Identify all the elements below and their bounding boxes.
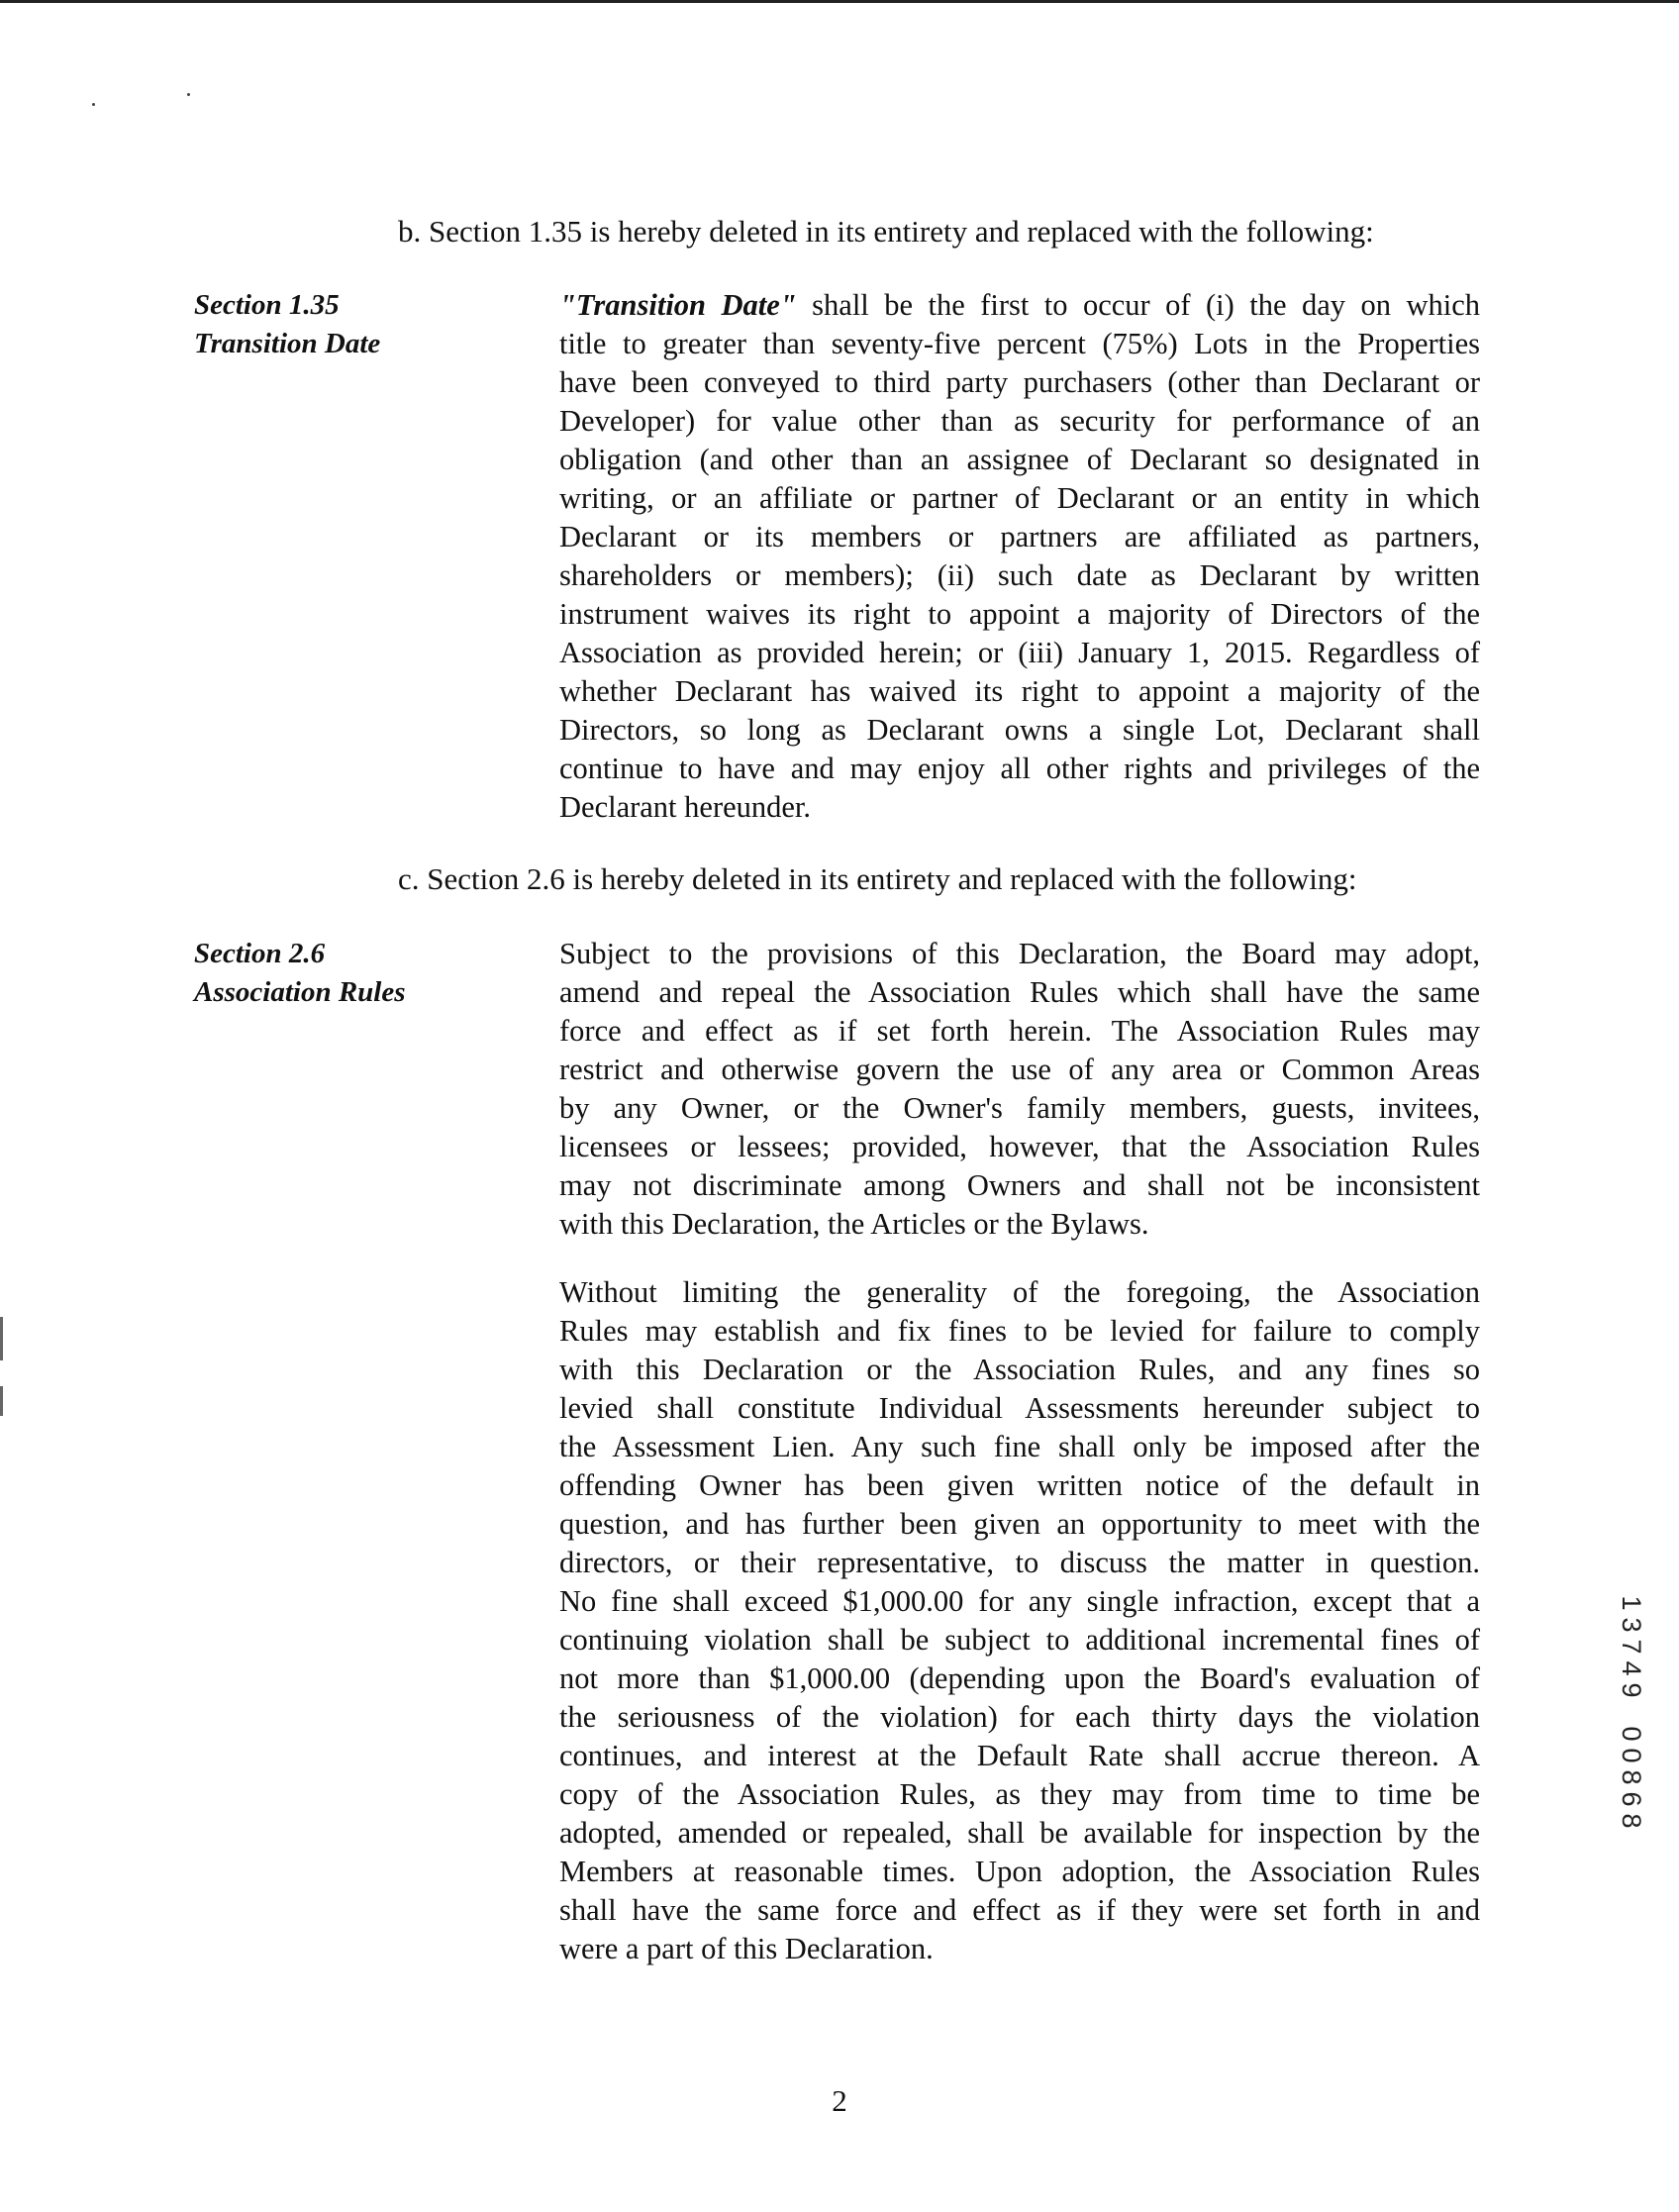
- scan-edge-mark: [0, 1317, 3, 1360]
- body-line: continue to have and may enjoy all other rights and privileges of the: [559, 752, 1480, 785]
- body-line: by any Owner, or the Owner's family members, guests, invitees,: [559, 1091, 1480, 1125]
- scan-speck: [187, 93, 190, 96]
- body-line: restrict and otherwise govern the use of any area or Common Areas: [559, 1053, 1480, 1086]
- scan-top-border: [0, 0, 1679, 3]
- section-26-paragraph-1: [559, 935, 1480, 1244]
- body-line: Declarant or its members or partners are affiliated as partners,: [559, 520, 1480, 553]
- body-line: Subject to the provisions of this Declaration, the Board may adopt,: [559, 937, 1480, 970]
- body-line: force and effect as if set forth herein. The Association Rules may: [559, 1014, 1480, 1048]
- body-line: shall have the same force and effect as if they were set forth in and: [559, 1893, 1480, 1927]
- body-line: may not discriminate among Owners and shall not be inconsistent: [559, 1168, 1480, 1202]
- section-26-heading: [194, 935, 406, 1012]
- intro-c: c. Section 2.6 is hereby deleted in its entirety and replaced with the following:: [398, 861, 1357, 896]
- body-line: Directors, so long as Declarant owns a single Lot, Declarant shall: [559, 713, 1480, 747]
- body-line: No fine shall exceed $1,000.00 for any single infraction, except that a: [559, 1584, 1480, 1618]
- section-135-heading: [194, 286, 380, 363]
- body-line: Developer) for value other than as security for performance of an: [559, 404, 1480, 438]
- section-26-number: Section 2.6: [194, 938, 326, 969]
- body-line: question, and has further been given an opportunity to meet with the: [559, 1507, 1480, 1541]
- scan-edge-mark: [0, 1386, 3, 1416]
- section-26-title: Association Rules: [194, 976, 406, 1008]
- section-135-number: Section 1.35: [194, 289, 340, 321]
- section-135-body: [559, 286, 1480, 827]
- body-line: Rules may establish and fix fines to be levied for failure to comply: [559, 1314, 1480, 1348]
- scan-speck: [92, 103, 95, 106]
- intro-b: b. Section 1.35 is hereby deleted in its entirety and replaced with the following:: [398, 214, 1374, 249]
- body-line: instrument waives its right to appoint a majority of Directors of the: [559, 597, 1480, 631]
- body-line: Members at reasonable times. Upon adoption, the Association Rules: [559, 1855, 1480, 1888]
- defined-term: "Transition Date": [559, 288, 797, 322]
- body-line: continuing violation shall be subject to additional incremental fines of: [559, 1623, 1480, 1657]
- body-line-text: shall be the first to occur of (i) the day on which: [796, 288, 1480, 322]
- body-line: levied shall constitute Individual Assessments hereunder subject to: [559, 1391, 1480, 1425]
- body-line: adopted, amended or repealed, shall be available for inspection by the: [559, 1816, 1480, 1850]
- body-line: Without limiting the generality of the foregoing, the Association: [559, 1275, 1480, 1309]
- body-line: licensees or lessees; provided, however, that the Association Rules: [559, 1130, 1480, 1163]
- body-line: the Assessment Lien. Any such fine shall only be imposed after the: [559, 1430, 1480, 1463]
- body-line: Declarant hereunder.: [559, 790, 812, 824]
- section-26-paragraph-2: [559, 1273, 1480, 1968]
- section-135-title: Transition Date: [194, 328, 381, 359]
- page-number: 2: [832, 2083, 847, 2118]
- body-line: with this Declaration, the Articles or the Bylaws.: [559, 1207, 1149, 1241]
- recording-stamp: 1 3 7 4 9 0 0 8 6 8: [1617, 1595, 1646, 1829]
- body-line: title to greater than seventy-five percent (75%) Lots in the Properties: [559, 327, 1480, 360]
- body-line: with this Declaration or the Association Rules, and any fines so: [559, 1353, 1480, 1386]
- body-line: were a part of this Declaration.: [559, 1932, 934, 1965]
- body-line: not more than $1,000.00 (depending upon the Board's evaluation of: [559, 1661, 1480, 1695]
- body-line: writing, or an affiliate or partner of Declarant or an entity in which: [559, 481, 1480, 515]
- body-line: amend and repeal the Association Rules which shall have the same: [559, 975, 1480, 1009]
- body-line: [559, 286, 1480, 325]
- body-line: offending Owner has been given written notice of the default in: [559, 1468, 1480, 1502]
- body-line: whether Declarant has waived its right to appoint a majority of the: [559, 674, 1480, 708]
- body-line: have been conveyed to third party purchasers (other than Declarant or: [559, 365, 1480, 399]
- body-line: continues, and interest at the Default Rate shall accrue thereon. A: [559, 1739, 1480, 1772]
- body-line: directors, or their representative, to discuss the matter in question.: [559, 1546, 1480, 1579]
- body-line: copy of the Association Rules, as they may from time to time be: [559, 1777, 1480, 1811]
- body-line: Association as provided herein; or (iii) January 1, 2015. Regardless of: [559, 636, 1480, 669]
- body-line: shareholders or members); (ii) such date as Declarant by written: [559, 558, 1480, 592]
- body-line: obligation (and other than an assignee of Declarant so designated in: [559, 443, 1480, 476]
- body-line: the seriousness of the violation) for each thirty days the violation: [559, 1700, 1480, 1734]
